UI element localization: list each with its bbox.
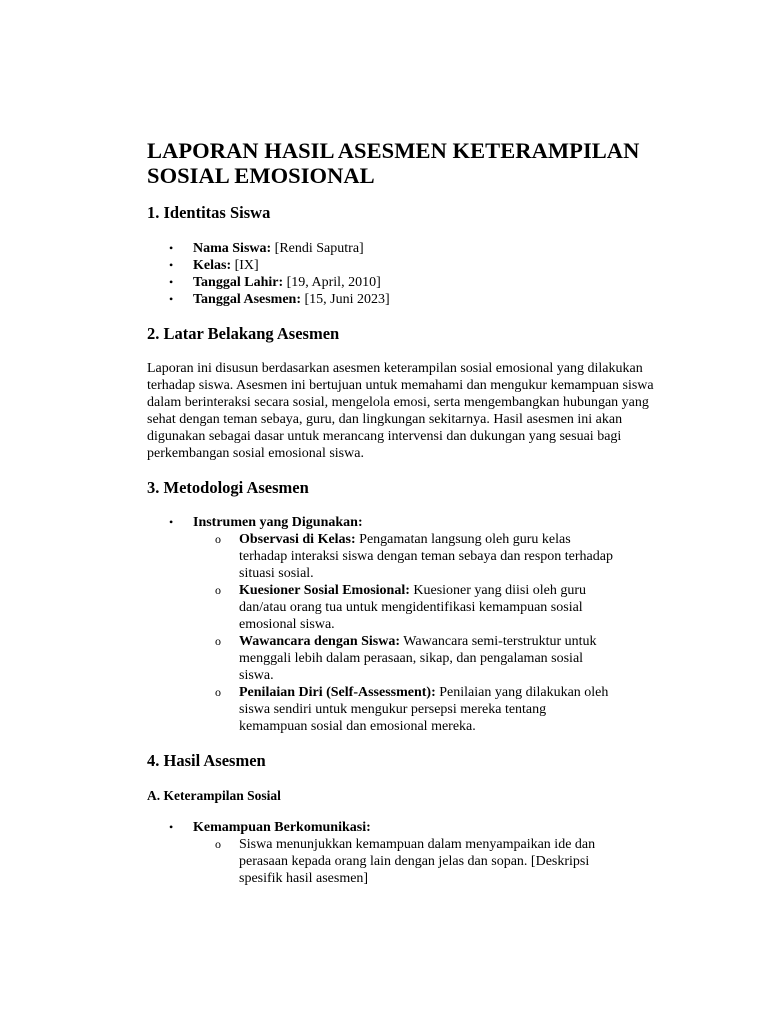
list-item bbox=[193, 633, 613, 684]
item-label: Tanggal Lahir: bbox=[193, 275, 284, 290]
item-value: [IX] bbox=[231, 258, 259, 273]
item-text: Wawancara semi-terstruktur untuk menggali lebih dalam perasaan, sikap, dan pengalaman sosial siswa. bbox=[239, 634, 597, 683]
circle-bullet-icon: o bbox=[215, 634, 221, 648]
results-list bbox=[147, 819, 667, 887]
bullet-icon: • bbox=[169, 292, 174, 306]
section-1-heading: 1. Identitas Siswa bbox=[147, 203, 271, 222]
list-item bbox=[147, 257, 667, 274]
background-paragraph: Laporan ini disusun berdasarkan asesmen keterampilan sosial emosional yang dilakukan terhadap siswa. Asesmen ini bertujuan untuk memahami dan mengukur kemampuan siswa dalam berinteraksi secara sosial, mengelola emosi, serta mengembangkan hubungan yang sehat dengan teman sebaya, guru, dan lingkungan sekitarnya. Hasil asesmen ini akan digunakan sebagai dasar untuk merancang intervensi dan dukungan yang sesuai bagi perkembangan sosial emosional siswa. bbox=[147, 361, 654, 461]
list-item bbox=[147, 240, 667, 257]
circle-bullet-icon: o bbox=[215, 685, 221, 699]
results-sublist bbox=[193, 836, 613, 887]
list-item bbox=[147, 514, 667, 735]
section-4a-subheading: A. Keterampilan Sosial bbox=[147, 788, 281, 803]
item-label: Nama Siswa: bbox=[193, 241, 272, 256]
bullet-icon: • bbox=[169, 515, 174, 529]
circle-bullet-icon: o bbox=[215, 532, 221, 546]
item-label: Kuesioner Sosial Emosional: bbox=[239, 583, 410, 598]
list-item bbox=[193, 531, 613, 582]
item-text: Kuesioner yang diisi oleh guru dan/atau orang tua untuk mengidentifikasi kemampuan sosial emosional siswa. bbox=[239, 583, 587, 632]
bullet-icon: • bbox=[169, 275, 174, 289]
section-4-heading: 4. Hasil Asesmen bbox=[147, 751, 266, 770]
list-item bbox=[147, 291, 667, 308]
item-text: Penilaian yang dilakukan oleh siswa sendiri untuk mengukur persepsi mereka tentang kemampuan sosial dan emosional mereka. bbox=[239, 685, 609, 734]
item-label: Instrumen yang Digunakan: bbox=[193, 515, 363, 530]
item-label: Kelas: bbox=[193, 258, 232, 273]
section-2-heading: 2. Latar Belakang Asesmen bbox=[147, 324, 340, 343]
document-title: LAPORAN HASIL ASESMEN KETERAMPILAN SOSIAL EMOSIONAL bbox=[147, 138, 640, 188]
item-label: Wawancara dengan Siswa: bbox=[239, 634, 401, 649]
bullet-icon: • bbox=[169, 820, 174, 834]
document-page bbox=[147, 138, 667, 887]
list-item bbox=[147, 274, 667, 291]
item-value: [15, Juni 2023] bbox=[301, 292, 390, 307]
list-item bbox=[193, 836, 613, 887]
circle-bullet-icon: o bbox=[215, 837, 221, 851]
item-label: Kemampuan Berkomunikasi: bbox=[193, 820, 371, 835]
bullet-icon: • bbox=[169, 241, 174, 255]
section-3-heading: 3. Metodologi Asesmen bbox=[147, 478, 309, 497]
list-item bbox=[193, 582, 613, 633]
methodology-list bbox=[147, 514, 667, 735]
bullet-icon: • bbox=[169, 258, 174, 272]
list-item bbox=[147, 819, 667, 887]
item-text: Pengamatan langsung oleh guru kelas terhadap interaksi siswa dengan teman sebaya dan respon terhadap situasi sosial. bbox=[239, 532, 613, 581]
circle-bullet-icon: o bbox=[215, 583, 221, 597]
item-value: [Rendi Saputra] bbox=[271, 241, 364, 256]
list-item bbox=[193, 684, 613, 735]
instrument-sublist bbox=[193, 531, 613, 735]
item-label: Observasi di Kelas: bbox=[239, 532, 356, 547]
item-label: Penilaian Diri (Self-Assessment): bbox=[239, 685, 436, 700]
item-text: Siswa menunjukkan kemampuan dalam menyampaikan ide dan perasaan kepada orang lain dengan jelas dan sopan. [Deskripsi spesifik hasil asesmen] bbox=[239, 837, 596, 886]
item-value: [19, April, 2010] bbox=[283, 275, 381, 290]
identity-list bbox=[147, 240, 667, 308]
item-label: Tanggal Asesmen: bbox=[193, 292, 302, 307]
